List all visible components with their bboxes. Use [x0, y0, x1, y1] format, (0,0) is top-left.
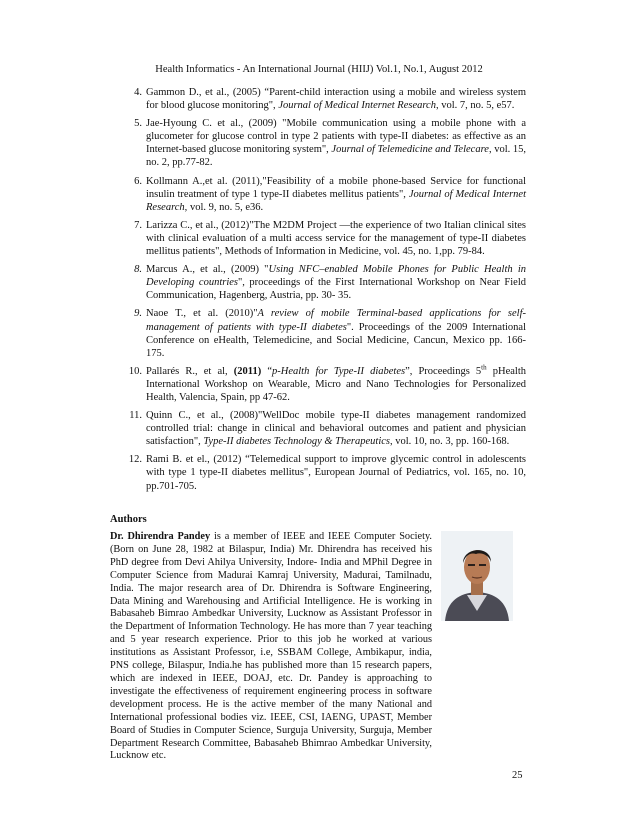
- reference-text: Rami B. et el., (2012) “Telemedical support to improve glycemic control in adolescents with type 1 type-II diabetes mellitus", European Journal of Pediatrics, vol. 165, no. 10, pp.701-705.: [146, 454, 526, 492]
- authors-heading: Authors: [110, 514, 147, 525]
- reference-text: Using NFC–enabled Mobile Phones for Public Health in Developing countries: [146, 264, 526, 289]
- reference-list: [122, 86, 526, 498]
- reference-text: Journal of Telemedicine and Telecare: [331, 144, 489, 156]
- reference-item: [122, 453, 526, 492]
- reference-text: pHealth International Workshop on Wearable, Micro and Nano Technologies for Personalized Health, Valencia, Spain, pp 47-62.: [146, 365, 526, 403]
- reference-item: [122, 307, 526, 359]
- reference-text: th: [481, 363, 487, 372]
- reference-text: ". Proceedings of the 2009 International Conference on eHealth, Telemedicine, and Social Medicine, Cancun, Mexico pp. 166-175.: [146, 321, 526, 359]
- reference-text: A review of mobile Terminal-based applications for self-management of patients with type-II diabetes: [146, 308, 526, 333]
- reference-text: Journal of Medical Internet Research,: [146, 188, 526, 213]
- author-bio: [110, 531, 432, 763]
- reference-text: , vol. 10, no. 3, pp. 160-168.: [390, 436, 510, 448]
- reference-text: Kollmann A.,et al. (2011),"Feasibility of a mobile phone-based Service for functional insulin treatment of type 1 type-II diabetes mellitus patients",: [146, 175, 526, 200]
- author-portrait-image: [441, 531, 513, 621]
- reference-text: p-Health for Type-II diabetes: [272, 365, 406, 377]
- reference-text: ", proceedings of the First International Workshop on Near Field Communication, Hagenberg, Austria, pp. 30- 35.: [146, 277, 526, 302]
- reference-number: 4.: [134, 87, 142, 98]
- reference-text: Jae-Hyoung C. et al., (2009) "Mobile communication using a mobile phone with a glucometer for glucose control in type 2 patients with type-II diabetes: as effective as an Internet-based glucose monitoring system",: [146, 118, 526, 156]
- author-photo: [441, 531, 513, 621]
- reference-text: Pallarés R., et al,: [146, 365, 234, 377]
- author-name: Dr. Dhirendra Pandey: [110, 531, 211, 542]
- reference-number: 10.: [128, 365, 142, 377]
- reference-text: Type-II diabetes Technology & Therapeutics: [203, 436, 390, 448]
- reference-number: 5.: [134, 118, 142, 130]
- running-header: Health Informatics - An International Journal (HIIJ) Vol.1, No.1, August 2012: [155, 64, 483, 75]
- reference-number: 6.: [134, 175, 142, 187]
- author-bio-text: is a member of IEEE and IEEE Computer Society. (Born on June 28, 1982 at Bilaspur, India) Mr. Dhirendra has received his PhD degree from Devi Ahilya University, Indore- India and MPhil Degree in Computer Science from Madurai Kamraj University, Madurai, Tamilnadu, India. The major research area of Dr. Dhirendra is Software Engineering, Data Mining and Warehousing and Artificial Intelligence. He is working in Babasaheb Bimrao Ambedkar University, Lucknow as Assistant Professor in the Department of Information Technology. He has more than 7 year teaching and 5 year research experience. Prior to this job he worked at various institutions as Assistant Professor, i.e, SSBAM College, Ambikapur, india, PNS college, Bilaspur, India.he has published more than 15 research papers, which are indexed in IEEE, DOAJ, etc. Dr. Pandey is approaching to investigate the effectiveness of requirement engineering process in software development process. He is the active member of the many National and International professional bodies viz. IEEE, CSI, IAENG, UPAST, Member Board of Studies in Computer Science, Surguja University, Surguja, Member Department Research Committee, Babasaheb Bhimrao Ambedkar University, Lucknow etc.: [110, 531, 432, 762]
- reference-text: Quinn C., et al., (2008)"WellDoc mobile type-II diabetes management randomized controlled trial: change in clinical and behavioral outcomes and patient and physician satisfaction",: [146, 410, 526, 448]
- reference-text: ”, Proceedings 5: [405, 365, 482, 377]
- reference-text: , vol. 15, no. 2, pp.77-82.: [146, 144, 526, 169]
- reference-text: , vol. 7, no. 5, e57.: [435, 100, 515, 112]
- reference-item: [122, 86, 526, 112]
- reference-item: [122, 263, 526, 302]
- reference-text: “: [261, 365, 272, 377]
- reference-number: 9.: [134, 308, 142, 320]
- reference-item: [122, 409, 526, 448]
- reference-text: Gammon D., et al., (2005) “Parent-child interaction using a mobile and wireless system for blood glucose monitoring",: [146, 87, 526, 112]
- reference-text: (2011): [233, 365, 262, 377]
- reference-item: [122, 175, 526, 214]
- reference-text: Naoe T., et al. (2010)": [146, 308, 258, 320]
- reference-text: Journal of Medical Internet Research: [278, 100, 436, 112]
- reference-number: 7.: [134, 219, 142, 231]
- reference-number: 8.: [134, 264, 142, 276]
- reference-text: Larizza C., et al., (2012)"The M2DM Project —the experience of two Italian clinical sites with clinical evaluation of a multi access service for the management of type-II diabetes mellitus patients", Methods of Information in Medicine, vol. 45, no. 1,pp. 79-84.: [146, 219, 526, 258]
- page-number: 25: [512, 770, 523, 781]
- reference-item: [122, 219, 526, 258]
- reference-number: 11.: [129, 410, 142, 422]
- reference-number: 12.: [128, 454, 142, 466]
- reference-item: [122, 365, 526, 404]
- reference-text: vol. 9, no. 5, e36.: [187, 201, 264, 213]
- reference-text: Marcus A., et al., (2009) ": [146, 264, 269, 276]
- reference-item: [122, 117, 526, 169]
